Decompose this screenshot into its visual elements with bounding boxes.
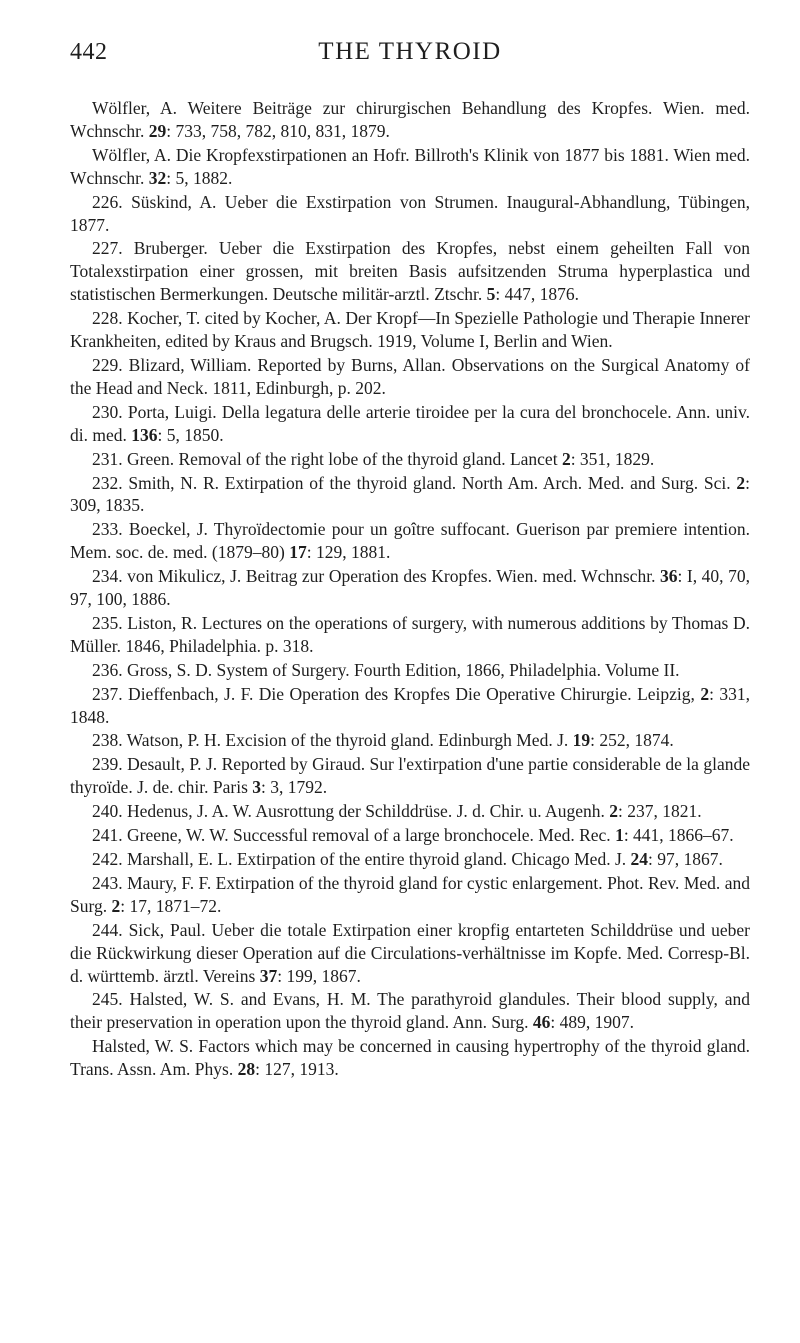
- reference-volume: 3: [252, 777, 262, 798]
- reference-text: 228. Kocher, T. cited by Kocher, A. Der Kropf—In Spezielle Pathologie und Therapie Innerer Krankheiten, edited by Kraus and Brugsch. 1919, Volume I, Berlin and Wien.: [70, 308, 750, 352]
- reference-volume: 19: [572, 730, 591, 751]
- reference-text: : 441, 1866–67.: [623, 825, 734, 846]
- reference-volume: 36: [660, 566, 678, 587]
- reference-volume: 46: [532, 1012, 551, 1033]
- reference-entry: [70, 565, 750, 611]
- reference-entry: [70, 237, 750, 306]
- reference-entry: [70, 848, 750, 871]
- reference-volume: 2: [609, 801, 618, 822]
- reference-text: 235. Liston, R. Lectures on the operations of surgery, with numerous additions by Thomas D. Müller. 1846, Philadelphia. p. 318.: [70, 612, 750, 656]
- reference-text: 230. Porta, Luigi. Della legatura delle arterie tiroidee per la cura del bronchocele. Ann. univ. di. med.: [70, 401, 750, 445]
- reference-text: : 351, 1829.: [570, 448, 655, 469]
- reference-text: : I, 40, 70, 97, 100, 1886.: [70, 566, 750, 610]
- reference-text: : 5, 1882.: [166, 167, 233, 188]
- reference-volume: 2: [736, 472, 746, 493]
- reference-text: 242. Marshall, E. L. Extirpation of the entire thyroid gland. Chicago Med. J.: [92, 849, 631, 869]
- reference-entry: [70, 354, 750, 400]
- reference-text: : 5, 1850.: [157, 424, 224, 445]
- reference-entry: [70, 659, 750, 682]
- reference-volume: 136: [131, 424, 158, 445]
- reference-entry: [70, 919, 750, 988]
- reference-text: Wölfler, A. Die Kropfexstirpationen an Hofr. Billroth's Klinik von 1877 bis 1881. Wien med. Wchnschr.: [70, 144, 750, 188]
- reference-volume: 2: [700, 683, 710, 704]
- reference-text: : 489, 1907.: [550, 1012, 634, 1033]
- reference-text: 239. Desault, P. J. Reported by Giraud. Sur l'extirpation d'une partie considerable de la glande thyroïde. J. de. chir. Paris: [70, 754, 750, 798]
- reference-entry: [70, 472, 750, 518]
- reference-entry: [70, 753, 750, 799]
- reference-entry: [70, 612, 750, 658]
- reference-text: 229. Blizard, William. Reported by Burns, Allan. Observations on the Surgical Anatomy of the Head and Neck. 1811, Edinburgh, p. 202.: [70, 354, 750, 398]
- reference-text: 243. Maury, F. F. Extirpation of the thyroid gland for cystic enlargement. Phot. Rev. Med. and Surg.: [70, 872, 750, 916]
- reference-entry: [70, 448, 750, 471]
- reference-text: 232. Smith, N. R. Extirpation of the thyroid gland. North Am. Arch. Med. and Surg. Sci.: [92, 472, 737, 493]
- reference-entry: [70, 97, 750, 143]
- reference-text: : 199, 1867.: [277, 965, 361, 986]
- reference-entry: [70, 729, 750, 752]
- reference-text: 240. Hedenus, J. A. W. Ausrottung der Schilddrüse. J. d. Chir. u. Augenh.: [92, 801, 610, 822]
- reference-entry: [70, 988, 750, 1034]
- reference-volume: 37: [259, 965, 278, 986]
- reference-text: 227. Bruberger. Ueber die Exstirpation des Kropfes, nebst einem geheilten Fall von Totalexstirpation einer grossen, mit breiten Basis aufsitzenden Struma hyperplastica und statistischen Bermerkungen. Deutsche militär-arztl. Ztschr.: [70, 238, 750, 305]
- reference-text: 238. Watson, P. H. Excision of the thyroid gland. Edinburgh Med. J.: [92, 730, 573, 751]
- reference-text: 237. Dieffenbach, J. F. Die Operation des Kropfes Die Operative Chirurgie. Leipzig,: [92, 683, 701, 704]
- reference-volume: 2: [111, 895, 121, 916]
- reference-text: 226. Süskind, A. Ueber die Exstirpation von Strumen. Inaugural-Abhandlung, Tübingen, 1877.: [70, 191, 750, 235]
- reference-text: 245. Halsted, W. S. and Evans, H. M. The parathyroid glandules. Their blood supply, and their preservation in operation upon the thyroid gland. Ann. Surg.: [70, 989, 750, 1033]
- reference-list: [70, 97, 750, 1082]
- running-head: THE THYROID: [318, 38, 502, 65]
- reference-text: : 127, 1913.: [255, 1059, 339, 1080]
- reference-entry: [70, 1035, 750, 1081]
- reference-volume: 29: [148, 120, 167, 141]
- reference-text: : 733, 758, 782, 810, 831, 1879.: [166, 120, 390, 141]
- reference-entry: [70, 800, 750, 823]
- reference-text: : 3, 1792.: [261, 777, 328, 798]
- reference-text: : 331, 1848.: [70, 683, 750, 727]
- reference-text: Wölfler, A. Weitere Beiträge zur chirurgischen Behandlung des Kropfes. Wien. med. Wchnschr.: [70, 98, 750, 141]
- reference-entry: [70, 683, 750, 729]
- reference-text: : 129, 1881.: [306, 542, 391, 563]
- reference-text: 233. Boeckel, J. Thyroïdectomie pour un goître suffocant. Guerison par premiere intention. Mem. soc. de. med. (1879–80): [70, 519, 750, 563]
- reference-entry: [70, 518, 750, 564]
- reference-volume: 17: [289, 542, 307, 563]
- reference-entry: [70, 401, 750, 447]
- reference-text: : 252, 1874.: [590, 730, 674, 751]
- reference-text: 241. Greene, W. W. Successful removal of a large bronchocele. Med. Rec.: [92, 825, 616, 846]
- reference-volume: 24: [630, 849, 649, 869]
- reference-text: 236. Gross, S. D. System of Surgery. Fourth Edition, 1866, Philadelphia. Volume II.: [92, 659, 680, 680]
- reference-entry: [70, 872, 750, 918]
- reference-text: Halsted, W. S. Factors which may be concerned in causing hypertrophy of the thyroid gland. Trans. Assn. Am. Phys.: [70, 1036, 750, 1080]
- reference-entry: [70, 191, 750, 237]
- reference-text: 231. Green. Removal of the right lobe of the thyroid gland. Lancet: [92, 448, 562, 469]
- reference-entry: [70, 144, 750, 190]
- page-header: [70, 32, 750, 72]
- reference-text: : 309, 1835.: [70, 472, 750, 516]
- reference-volume: 32: [148, 167, 167, 188]
- reference-text: : 237, 1821.: [617, 801, 702, 822]
- reference-entry: [70, 307, 750, 353]
- reference-volume: 1: [615, 825, 624, 846]
- reference-entry: [70, 824, 750, 847]
- reference-text: : 97, 1867.: [648, 849, 723, 869]
- reference-volume: 28: [237, 1059, 256, 1080]
- reference-text: : 17, 1871–72.: [120, 895, 222, 916]
- reference-text: : 447, 1876.: [495, 284, 579, 305]
- page-number: 442: [70, 39, 108, 65]
- reference-volume: 2: [561, 448, 571, 469]
- reference-volume: 5: [486, 284, 496, 305]
- reference-text: 244. Sick, Paul. Ueber die totale Extirpation einer kropfig entarteten Schilddrüse und ueber die Rückwirkung dieser Operation auf die Circulations-verhältnisse im Kopfe. Med. Corresp-Bl. d. württemb. ärztl. Vereins: [70, 919, 750, 986]
- reference-text: 234. von Mikulicz, J. Beitrag zur Operation des Kropfes. Wien. med. Wchnschr.: [92, 566, 660, 587]
